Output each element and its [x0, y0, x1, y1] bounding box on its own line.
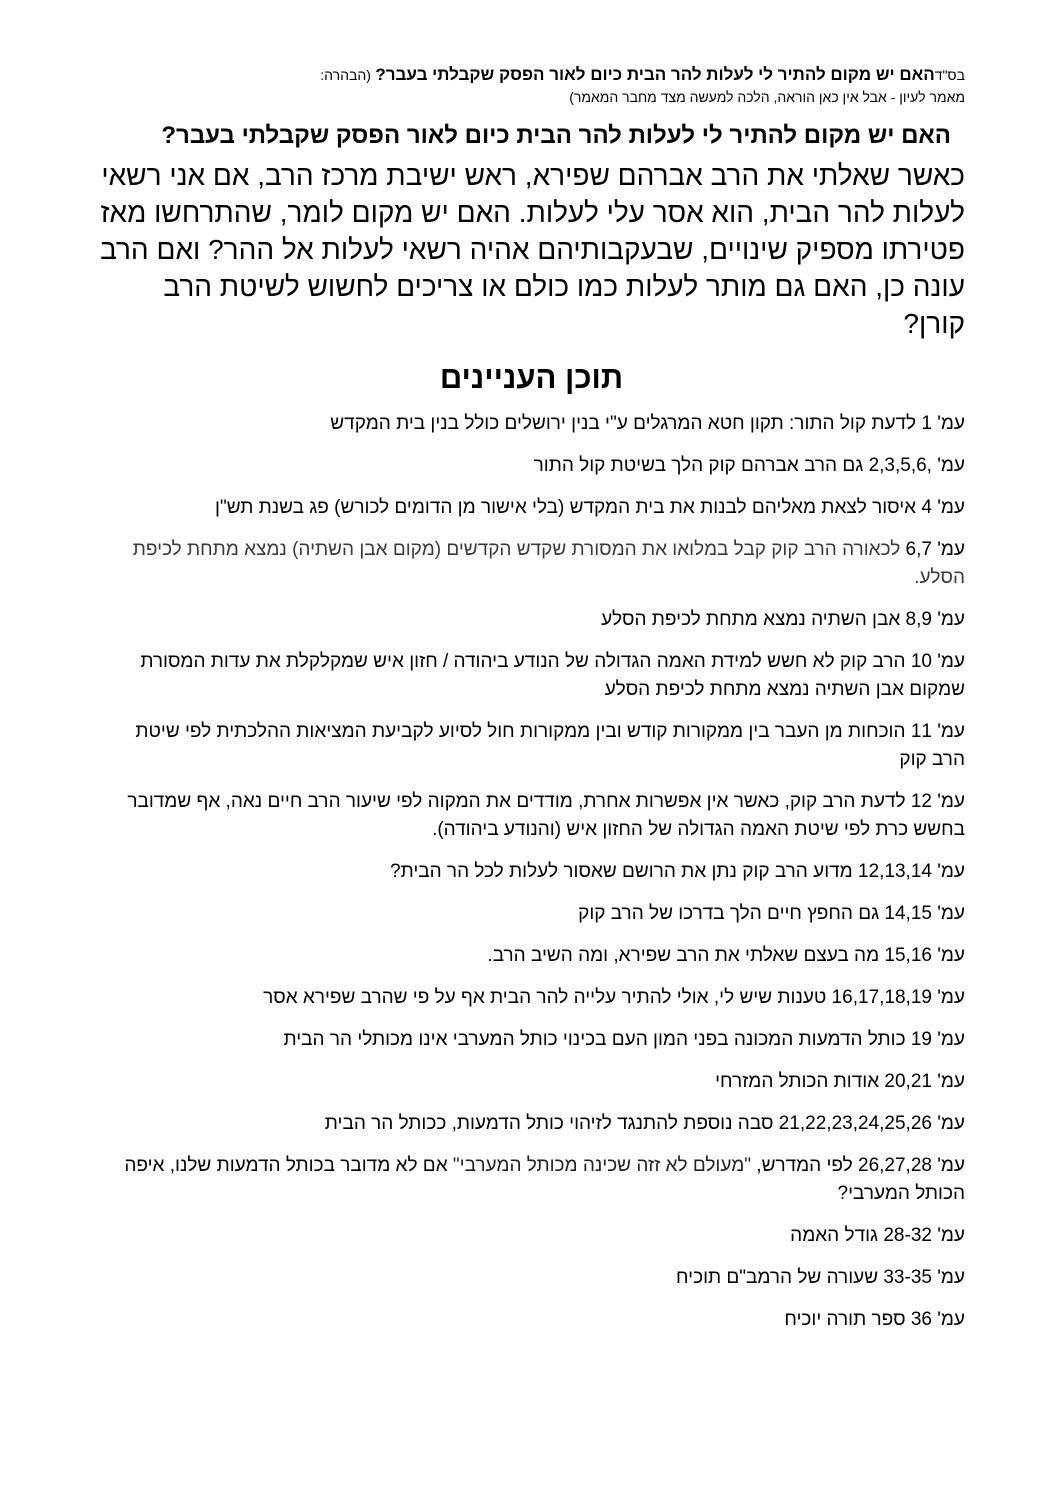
toc-item-text: לפי המדרש, — [751, 1155, 853, 1176]
toc-item — [98, 984, 965, 1012]
toc-item-text: אם לא מדובר בכותל הדמעות שלנו, איפה הכותל המערבי? — [124, 1155, 965, 1204]
toc-page-label: עמ' — [937, 413, 965, 434]
toc-page-label: עמ' — [937, 1225, 965, 1246]
header-line — [98, 64, 965, 87]
header-question: האם יש מקום להתיר לי לעלות להר הבית כיום לאור הפסק שקבלתי בעבר? — [375, 65, 935, 84]
toc-item — [98, 1152, 965, 1208]
toc-page-numbers: 8,9 — [905, 609, 932, 630]
toc-item-text: ספר תורה יוכיח — [784, 1309, 906, 1330]
toc-item — [98, 1068, 965, 1096]
toc-page-label: עמ' — [937, 945, 965, 966]
toc-page-numbers: 12,13,14 — [858, 861, 932, 882]
toc-item-text: אודות הכותל המזרחי — [715, 1071, 880, 1092]
toc-page-label: עמ' — [937, 1155, 965, 1176]
toc-page-numbers: 11 — [910, 721, 932, 742]
toc-item — [98, 1306, 965, 1334]
toc-page-label: עמ' — [937, 1309, 965, 1330]
toc-item — [98, 494, 965, 522]
toc-item-text: גודל האמה — [790, 1225, 879, 1246]
toc-page-numbers: 14,15 — [884, 903, 932, 924]
toc-page-label: עמ' — [937, 455, 965, 476]
toc-title: תוכן העניינים — [439, 360, 624, 395]
toc-item-text: מה בעצם שאלתי את הרב שפירא, ומה השיב הרב. — [487, 945, 880, 966]
toc-page-label: עמ' — [937, 861, 965, 882]
toc-page-numbers: 2,3,5,6, — [868, 455, 932, 476]
toc-item — [98, 1264, 965, 1292]
toc-item — [98, 410, 965, 438]
toc-item-text: איסור לצאת מאליהם לבנות את בית המקדש (בלי אישור מן הדומים לכורש) פג בשנת תש"ן — [215, 497, 917, 518]
toc-page-numbers: 10 — [910, 651, 932, 672]
toc-item-text: גם הרב אברהם קוק הלך בשיטת קול התור — [533, 455, 864, 476]
toc-page-label: עמ' — [937, 1071, 965, 1092]
toc-item — [98, 452, 965, 480]
toc-item — [98, 1110, 965, 1138]
toc-page-label: עמ' — [937, 497, 965, 518]
toc-item-text: לדעת קול התור: תקון חטא המרגלים ע"י בנין ירושלים כולל בנין בית המקדש — [330, 413, 917, 434]
toc-item-text: טענות שיש לי, אולי להתיר עלייה להר הבית אף על פי שהרב שפירא אסר — [263, 987, 827, 1008]
toc-list — [98, 410, 965, 1334]
toc-item — [98, 942, 965, 970]
toc-item-text: אבן השתיה נמצא מתחת לכיפת הסלע — [601, 609, 901, 630]
toc-page-numbers: 15,16 — [884, 945, 932, 966]
toc-page-numbers: 33-35 — [883, 1267, 932, 1288]
toc-item — [98, 900, 965, 928]
toc-page-label: עמ' — [937, 791, 965, 812]
toc-item-text: סבה נוספת להתנגד לזיהוי כותל הדמעות, ככותל הר הבית — [324, 1113, 774, 1134]
toc-item-text: כותל הדמעות המכונה בפני המון העם בכינוי כותל המערבי אינו מכותלי הר הבית — [283, 1029, 906, 1050]
toc-item — [98, 858, 965, 886]
toc-item-text: לכאורה הרב קוק קבל במלואו את המסורת שקדש הקדשים (מקום אבן השתיה) נמצא מתחת לכיפת הסלע. — [132, 539, 965, 588]
toc-item-text: גם החפץ חיים הלך בדרכו של הרב קוק — [578, 903, 880, 924]
toc-page-numbers: 19 — [910, 1029, 932, 1050]
toc-item-text: שעורה של הרמב"ם תוכיח — [676, 1267, 879, 1288]
toc-item-quote: "מעולם לא זזה שכינה מכותל המערבי" — [452, 1155, 752, 1176]
question-title: האם יש מקום להתיר לי לעלות להר הבית כיום לאור הפסק שקבלתי בעבר? — [161, 122, 951, 149]
toc-page-label: עמ' — [937, 609, 965, 630]
header-note-open: (הבהרה: — [320, 67, 371, 83]
bsd-mark: בס"ד — [934, 67, 965, 83]
header-note: מאמר לעיון - אבל אין כאן הוראה, הלכה למעשה מצד מחבר המאמר) — [569, 89, 965, 105]
toc-item — [98, 536, 965, 592]
toc-page-label: עמ' — [937, 1113, 965, 1134]
toc-page-numbers: 28-32 — [883, 1225, 932, 1246]
toc-page-numbers: 20,21 — [884, 1071, 932, 1092]
toc-item — [98, 1026, 965, 1054]
toc-page-label: עמ' — [937, 987, 965, 1008]
toc-item — [98, 648, 965, 704]
toc-item — [98, 718, 965, 774]
toc-page-label: עמ' — [937, 539, 965, 560]
question-body: כאשר שאלתי את הרב אברהם שפירא, ראש ישיבת מרכז הרב, אם אני רשאי לעלות להר הבית, הוא אסר עלי לעלות. האם יש מקום לומר, שהתרחשו מאז פטירתו מספיק שינויים, שבעקבותיהם אהיה רשאי לעלות אל ההר? ואם הרב עונה כן, האם גם מותר לעלות כמו כולם או צריכים לחשוש לשיטת הרב קורן? — [100, 160, 965, 339]
toc-item-text: הרב קוק לא חשש למידת האמה הגדולה של הנודע ביהודה / חזון איש שמקלקלת את עדות המסורת שמקום אבן השתיה נמצא מתחת לכיפת הסלע — [140, 651, 965, 700]
toc-item — [98, 606, 965, 634]
toc-page-numbers: 36 — [910, 1309, 932, 1330]
toc-page-label: עמ' — [937, 1029, 965, 1050]
toc-item — [98, 1222, 965, 1250]
toc-page-numbers: 21,22,23,24,25,26 — [778, 1113, 932, 1134]
toc-page-numbers: 1 — [921, 413, 932, 434]
toc-page-numbers: 12 — [910, 791, 932, 812]
toc-item-text: מדוע הרב קוק נתן את הרושם שאסור לעלות לכל הר הבית? — [390, 861, 853, 882]
toc-item-text: הוכחות מן העבר בין ממקורות קודש ובין ממקורות חול לסיוע לקביעת המציאות ההלכתית לפי שיטת הרב קוק — [135, 721, 965, 770]
toc-page-numbers: 16,17,18,19 — [831, 987, 932, 1008]
toc-page-numbers: 4 — [921, 497, 932, 518]
toc-page-label: עמ' — [937, 1267, 965, 1288]
toc-item-text: לדעת הרב קוק, כאשר אין אפשרות אחרת, מודדים את המקוה לפי שיעור הרב חיים נאה, אף שמדובר בחשש כרת לפי שיטת האמה הגדולה של החזון איש (והנודע ביהודה). — [127, 791, 965, 840]
toc-page-label: עמ' — [937, 903, 965, 924]
toc-page-numbers: 6,7 — [905, 539, 932, 560]
toc-page-label: עמ' — [937, 651, 965, 672]
toc-page-numbers: 26,27,28 — [858, 1155, 932, 1176]
toc-page-label: עמ' — [937, 721, 965, 742]
toc-item — [98, 788, 965, 844]
